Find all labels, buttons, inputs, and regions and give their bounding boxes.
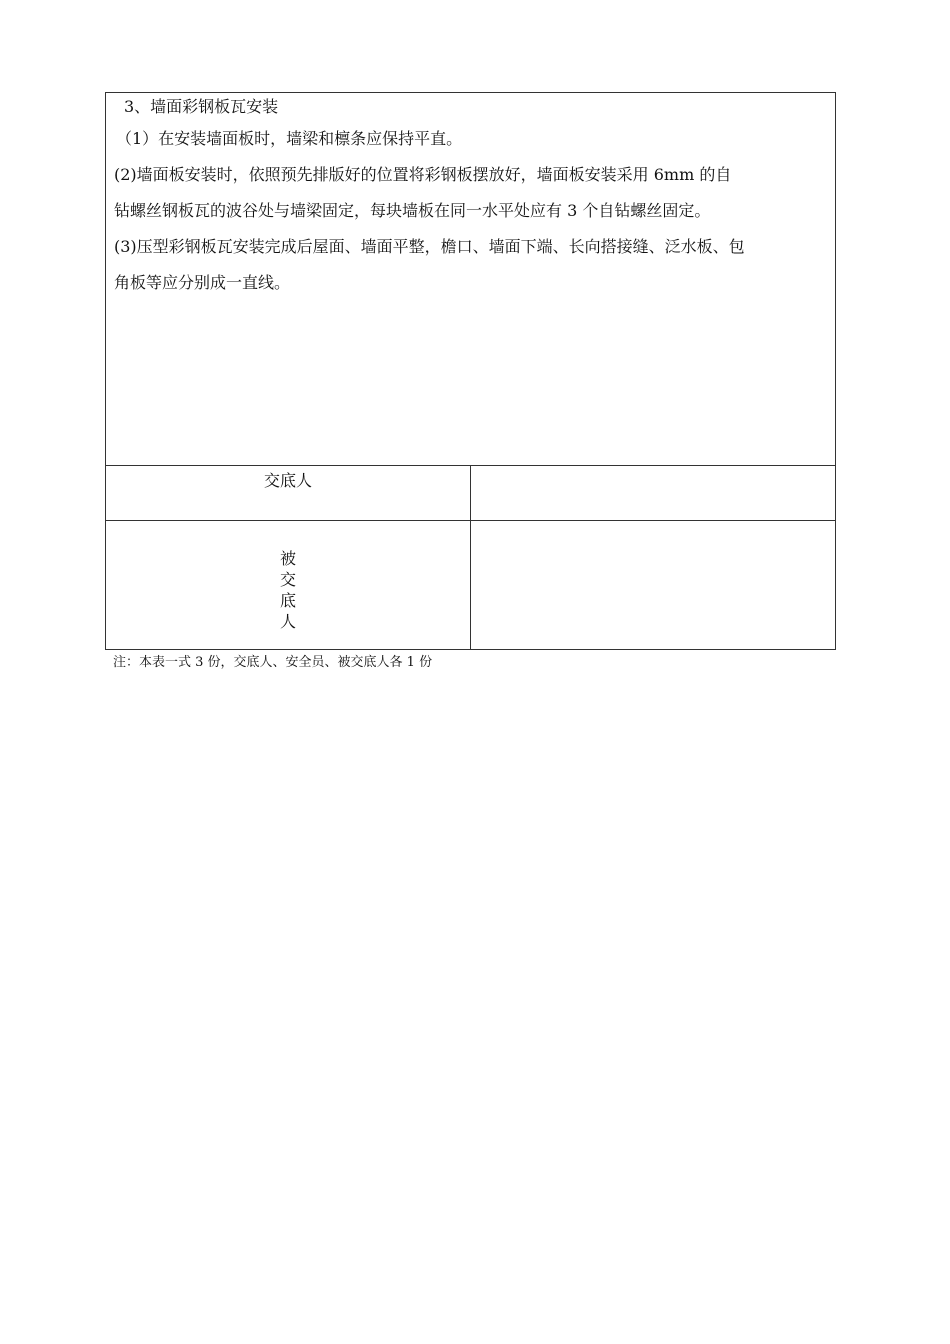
jiaodiren-row [106,466,836,521]
beijiaodiren-label [106,521,470,632]
content-text [106,93,835,301]
beijiaodiren-label-cell [106,521,471,650]
item-3-line-2: 角板等应分别成一直线。 [114,273,291,292]
beijiaodiren-char: 底 [279,591,296,610]
item-2-line-1: (2)墙面板安装时，依照预先排版好的位置将彩钢板摆放好，墙面板安装采用 6mm 的自 [114,165,732,184]
section-heading: 3、墙面彩钢板瓦安装 [124,97,279,116]
briefing-table [105,92,836,650]
content-row [106,93,836,466]
content-cell [106,93,836,466]
beijiaodiren-char: 人 [279,612,296,631]
footnote: 注：本表一式 3 份，交底人、安全员、被交底人各 1 份 [113,655,433,670]
beijiaodiren-row [106,521,836,650]
item-3-line-1: (3)压型彩钢板瓦安装完成后屋面、墙面平整，檐口、墙面下端、长向搭接缝、泛水板、包 [114,237,745,256]
item-2-line-2: 钻螺丝钢板瓦的波谷处与墙梁固定，每块墙板在同一水平处应有 3 个自钻螺丝固定。 [114,201,711,220]
beijiaodiren-char: 被 [279,549,296,568]
jiaodiren-label: 交底人 [106,466,471,521]
jiaodiren-signature-field[interactable] [471,466,836,521]
item-1: （1）在安装墙面板时，墙梁和檩条应保持平直。 [116,129,463,148]
beijiaodiren-char: 交 [279,570,296,589]
beijiaodiren-signature-field[interactable] [471,521,836,650]
